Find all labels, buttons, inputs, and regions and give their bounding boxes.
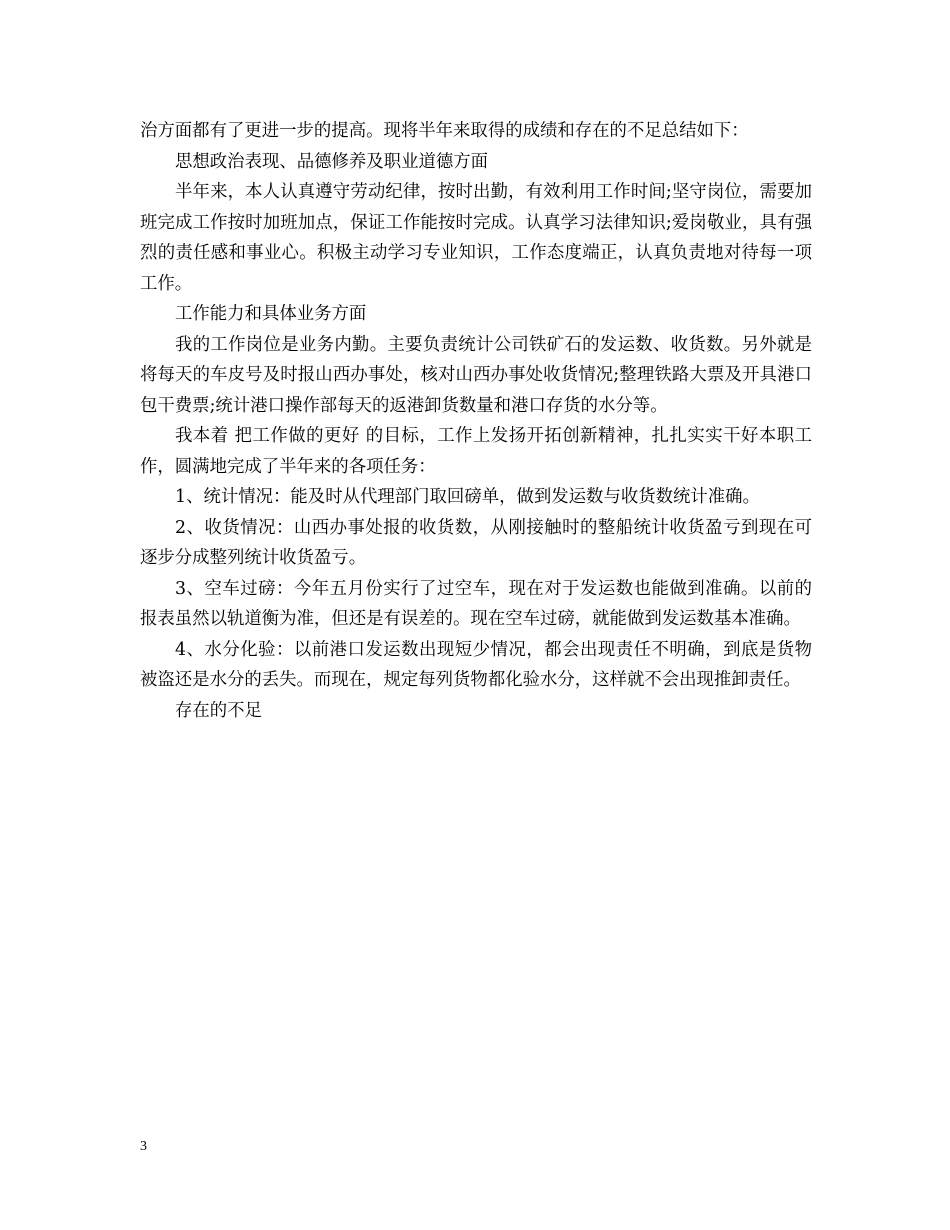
section-heading-shortcomings: 存在的不足 [175, 700, 262, 721]
paragraph-goal: 我本着 把工作做的更好 的目标，工作上发扬开拓创新精神，扎扎实实干好本职工作，圆满地完成了半年来的各项任务： [140, 426, 812, 477]
page-number: 3 [140, 1139, 147, 1154]
section-heading-work-ability: 工作能力和具体业务方面 [175, 304, 367, 324]
paragraph-continuation: 治方面都有了更进一步的提高。现将半年来取得的成绩和存在的不足总结如下： [140, 121, 749, 141]
section-heading-ideology: 思想政治表现、品德修养及职业道德方面 [175, 151, 489, 172]
paragraph-ideology: 半年来，本人认真遵守劳动纪律，按时出勤，有效利用工作时间;坚守岗位，需要加班完成工作按时加班加点，保证工作能按时完成。认真学习法律知识;爱岗敬业，具有强烈的责任感和事业心。积极主动学习专业知识，工作态度端正，认真负责地对待每一项工作。 [140, 182, 812, 294]
list-item-empty-weighing: 3、空车过磅：今年五月份实行了过空车，现在对于发运数也能做到准确。以前的报表虽然以轨道衡为准，但还是有误差的。现在空车过磅，就能做到发运数基本准确。 [140, 578, 812, 629]
list-item-receiving: 2、收货情况：山西办事处报的收货数，从刚接触时的整船统计收货盈亏到现在可逐步分成整列统计收货盈亏。 [140, 517, 812, 568]
list-item-statistics: 1、统计情况：能及时从代理部门取回磅单，做到发运数与收货数统计准确。 [175, 487, 760, 507]
paragraph-job-duties: 我的工作岗位是业务内勤。主要负责统计公司铁矿石的发运数、收货数。另外就是将每天的车皮号及时报山西办事处，核对山西办事处收货情况;整理铁路大票及开具港口包干费票;统计港口操作部每天的返港卸货数量和港口存货的水分等。 [140, 334, 812, 416]
document-body [140, 116, 812, 726]
list-item-moisture-test: 4、水分化验：以前港口发运数出现短少情况，都会出现责任不明确，到底是货物被盗还是水分的丢失。而现在，规定每列货物都化验水分，这样就不会出现推卸责任。 [140, 639, 812, 690]
